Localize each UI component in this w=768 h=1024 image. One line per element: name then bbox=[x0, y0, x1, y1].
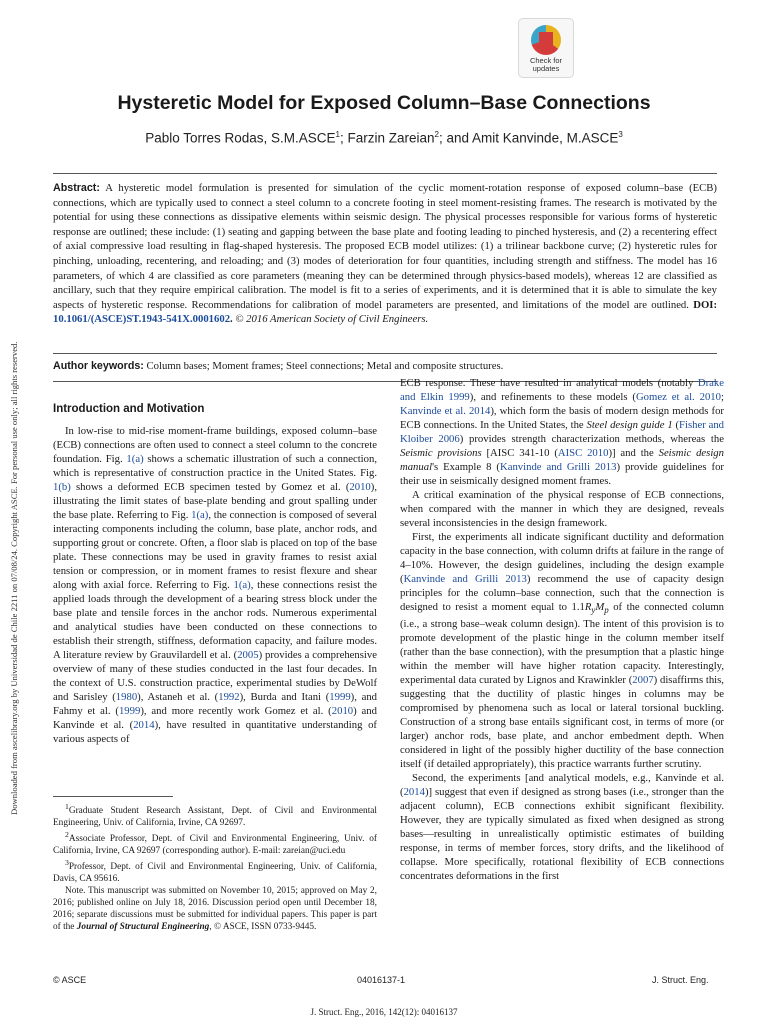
doi-label: DOI: bbox=[693, 298, 717, 311]
right-column bbox=[400, 376, 724, 883]
author-2: ; Farzin Zareian bbox=[340, 130, 435, 146]
right-paragraph-2: A critical examination of the physical response of ECB connections, when compared with the manner in which they are designed, reveals several inconsistencies in the design framework. bbox=[400, 489, 724, 529]
author-2-affil: 2 bbox=[434, 130, 439, 139]
author-1-affil: 1 bbox=[335, 130, 340, 139]
right-paragraph-1: ECB response. These have resulted in analytical models (notably Drake and Elkin 1999), and refinements to these models (Gomez et al. 2010; Kanvinde et al. 2014), which form the basis of modern design methods for ECB connections. In the United States, the Steel design guide 1 (Fisher and Kloiber 2006) provides strength characterization methods, whereas the Seismic provisions [AISC 341-10 (AISC 2010)] and the Seismic design manual's Example 8 (Kanvinde and Grilli 2013) provide guidelines for their use in seismically designed moment frames. bbox=[400, 377, 725, 487]
keywords-divider bbox=[53, 353, 717, 354]
right-paragraph-3: First, the experiments all indicate significant ductility and deformation capacity in the base connection, with column drifts at failure in the range of 4–10%. However, the design guidelines, including the design example (Kanvinde and Grilli 2013) recommend the use of capacity design principles for the column–base connection, such that the connection is designed to resist a moment equal to $1.1R_yM_p$ of the connected column (i.e., a strong base–weak column design). The intent of this provision is to promote development of the plastic hinge in the column member itself (rather than the base connection), with the presumption that a plastic hinge within the member will have higher rotation capacity. Interestingly, experimental data curated by Lignos and Krawinkler (2007) disaffirms this, suggesting that the ductility of plastic hinges in columns may be compromised by phenomena such as local or lateral torsional buckling. Construction of a strong base entails significant cost, in terms of more (or larger) anchor rods, base plate, and anchor embedment depth. When considered in light of the possibly higher ductility of the base connection itself (if detailed appropriately), this practice warrants further scrutiny. bbox=[400, 531, 725, 771]
footer-journal: J. Struct. Eng. bbox=[652, 975, 709, 985]
author-keywords bbox=[53, 359, 717, 373]
check-for-updates-icon bbox=[531, 25, 561, 55]
check-for-updates-badge[interactable] bbox=[518, 18, 574, 78]
doi-link[interactable]: 10.1061/(ASCE)ST.1943-541X.0001602 bbox=[53, 313, 231, 326]
author-3: ; and Amit Kanvinde, M.ASCE bbox=[439, 130, 619, 146]
badge-line2: updates bbox=[532, 64, 560, 73]
footnote-1: $^1$Graduate Student Research Assistant, Dept. of Civil and Environmental Engineering, Univ. of California, Irvine, CA 92697. bbox=[53, 802, 377, 829]
citation-line: J. Struct. Eng., 2016, 142(12): 04016137 bbox=[310, 1007, 458, 1017]
paper-title: Hysteretic Model for Exposed Column–Base Connections bbox=[117, 92, 651, 114]
footnote-rule bbox=[53, 796, 173, 797]
footnote-2: $^2$Associate Professor, Dept. of Civil and Environmental Engineering, Univ. of California, Irvine, CA 92697 (corresponding author). E-mail: zareian@uci.edu bbox=[53, 830, 377, 857]
keywords-label: Author keywords: bbox=[53, 360, 144, 372]
badge-line1: Check for bbox=[529, 56, 563, 65]
top-divider bbox=[53, 173, 717, 174]
footer-article-number: 04016137-1 bbox=[357, 975, 406, 985]
abstract-copyright: © 2016 American Society of Civil Engineers. bbox=[235, 313, 429, 326]
right-paragraph-4: Second, the experiments [and analytical models, e.g., Kanvinde et al. (2014)] suggest that even if designed as strong bases (i.e., stronger than the adjacent column), ECB connections exhibit significant flexibility. However, they are typically simulated as fixed when designed as strong bases—resulting in unrealistically optimistic estimates of building response, in terms of member forces, story drifts, and the likelihood of collapse. More specifically, rotational flexibility of ECB connections concentrates deformations in the first bbox=[400, 772, 724, 883]
download-notice: Downloaded from ascelibrary.org by Universidad de Chile 2211 on 07/08/24. Copyright ASCE. For personal use only; all rights reserved. bbox=[9, 341, 19, 815]
abstract-text: A hysteretic model formulation is presented for simulation of the cyclic moment-rotation response of exposed column–base (ECB) connections, which are typically used to connect a steel column to a concrete footing in steel moment-resisting frames. The research is motivated by the potential for using these connections as dissipative elements within seismic design. The physical processes responsible for various forms of hysteretic response are outlined; these include: (1) seating and gapping between the base plate and footing leading to pinched hysteresis, and (2) a recentering effect of axial compressive load resulting in flag-shaped hysteresis. The proposed ECB model utilizes: (1) a trilinear backbone curve; (2) hysteretic rules for pinching, unloading, recentering, and reloading; and (3) modes of deterioration for four quantities, including strength and stiffness. The model has 16 parameters, of which 4 are classified as core parameters (meaning they can be determined through physics-based models), whereas 12 are classified as ancillary, such that they require empirical calibration. The model is fit to a series of experiments, and it is determined that it is able to simulate the key aspects of hysteretic response. Recommendations for calibration of model parameters are presented, and limitations of the model are outlined. bbox=[53, 182, 717, 311]
author-1: Pablo Torres Rodas, S.M.ASCE bbox=[145, 130, 336, 146]
abstract: Abstract: A hysteretic model formulation is presented for simulation of the cyclic moment-rotation response of exposed column–base (ECB) connections, which are typically used to connect a steel column to a concrete footing in steel moment-resisting frames. The research is motivated by the potential for using these connections as dissipative elements within seismic design. The physical processes responsible for various forms of hysteretic response are outlined; these include: (1) seating and gapping between the base plate and footing leading to pinched hysteresis, and (2) a recentering effect of axial compressive load resulting in flag-shaped hysteresis. The proposed ECB model utilizes: (1) a trilinear backbone curve; (2) hysteretic rules for pinching, unloading, recentering, and reloading; and (3) modes of deterioration for four quantities, including strength and stiffness. The model has 16 parameters, of which 4 are classified as core parameters (meaning they can be determined through physics-based models), whereas 12 are classified as ancillary, such that they require empirical calibration. The model is fit to a series of experiments, and it is determined that it is able to simulate the key aspects of hysteretic response. Recommendations for calibration of model parameters are presented, and limitations of the model are outlined. DOI: 10.1061/(ASCE)ST.1943-541X.0001602. © 2016 American Society of Civil Engineers. bbox=[53, 182, 717, 326]
intro-paragraph: In low-rise to mid-rise moment-frame buildings, exposed column–base (ECB) connections are often used to connect a steel column to the concrete foundation. Fig. 1(a) shows a schematic illustration of such a connection, which is representative of construction practice in the United States. Fig. 1(b) shows a deformed ECB specimen tested by Gomez et al. (2010), illustrating the limit states of base-plate bending and grout spalling under the base plate. Referring to Fig. 1(a), the connection is composed of several interacting components including the column, base plate, anchor rods, and supporting grout or concrete. Often, a floor slab is placed on top of the base plate. These connections may be used in gravity frames to resist axial tension or compression, or in moment frames to resist flexure and shear along with axial force. Referring to Fig. 1(a), these connections resist the applied loads through the development of a bearing stress block under the base plate and tensile forces in the anchor rods. Numerous experimental and analytical studies have been conducted on these connections to establish their strength, stiffness, deformation capacity, and failure modes. A literature review by Grauvilardell et al. (2005) provides a comprehensive overview of many of these studies conducted in the last four decades. In the context of U.S. construction practice, experimental studies by DeWolf and Sarisley (1980), Astaneh et al. (1992), Burda and Itani (1999), and Fahmy et al. (1999), and more recently work Gomez et al. (2010) and Kanvinde et al. (2014), have resulted in quantitative understanding of various aspects of bbox=[53, 425, 378, 745]
author-3-affil: 3 bbox=[618, 130, 623, 139]
left-column bbox=[53, 402, 377, 746]
abstract-label: Abstract: bbox=[53, 182, 100, 194]
section-heading: Introduction and Motivation bbox=[53, 403, 205, 415]
footer-publisher: © ASCE bbox=[53, 975, 87, 985]
footnotes bbox=[53, 801, 377, 933]
author-list bbox=[0, 130, 768, 146]
keywords-text: Column bases; Moment frames; Steel connections; Metal and composite structures. bbox=[146, 360, 504, 372]
manuscript-note: Note. This manuscript was submitted on November 10, 2015; approved on May 2, 2016; published online on July 18, 2016. Discussion period open until December 18, 2016; separate discussions must be submitted for individual papers. This paper is part of the Journal of Structural Engineering, © ASCE, ISSN 0733-9445. bbox=[53, 886, 377, 933]
footnote-3: $^3$Professor, Dept. of Civil and Environmental Engineering, Univ. of California, Davis, CA 95616. bbox=[53, 858, 377, 885]
